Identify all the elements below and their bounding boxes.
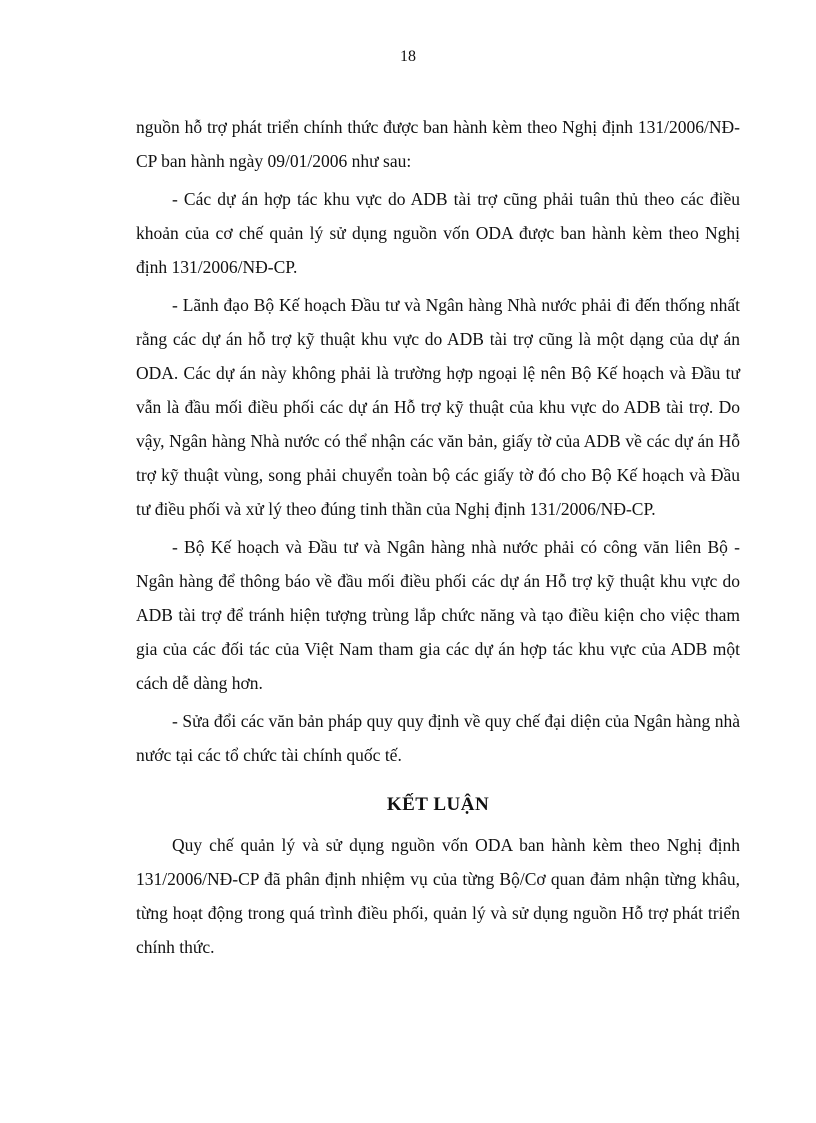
paragraph-coordination: - Lãnh đạo Bộ Kế hoạch Đầu tư và Ngân hàng Nhà nước phải đi đến thống nhất rằng các dự án hỗ trợ kỹ thuật khu vực do ADB tài trợ cũng là một dạng của dự án ODA. Các dự án này không phải là trường hợp ngoại lệ nên Bộ Kế hoạch và Đầu tư vẫn là đầu mối điều phối các dự án Hỗ trợ kỹ thuật của khu vực do ADB tài trợ. Do vậy, Ngân hàng Nhà nước có thể nhận các văn bản, giấy tờ của ADB về các dự án Hỗ trợ kỹ thuật vùng, song phải chuyển toàn bộ các giấy tờ đó cho Bộ Kế hoạch và Đầu tư điều phối và xử lý theo đúng tinh thần của Nghị định 131/2006/NĐ-CP. <box>136 295 740 519</box>
conclusion-heading: KẾT LUẬN <box>386 794 490 815</box>
paragraph-adb-compliance: - Các dự án hợp tác khu vực do ADB tài trợ cũng phải tuân thủ theo các điều khoản của cơ chế quản lý sử dụng nguồn vốn ODA được ban hành kèm theo Nghị định 131/2006/NĐ-CP. <box>136 189 740 277</box>
paragraph-official-letter: - Bộ Kế hoạch và Đầu tư và Ngân hàng nhà nước phải có công văn liên Bộ - Ngân hàng để thông báo về đầu mối điều phối các dự án Hỗ trợ kỹ thuật khu vực do ADB tài trợ để tránh hiện tượng trùng lắp chức năng và tạo điều kiện cho việc tham gia của các đối tác của Việt Nam tham gia các dự án hợp tác khu vực của ADB một cách dễ dàng hơn. <box>136 537 740 693</box>
conclusion-paragraph: Quy chế quản lý và sử dụng nguồn vốn ODA ban hành kèm theo Nghị định 131/2006/NĐ-CP đã phân định nhiệm vụ của từng Bộ/Cơ quan đảm nhận từng khâu, từng hoạt động trong quá trình điều phối, quản lý và sử dụng nguồn Hỗ trợ phát triển chính thức. <box>136 835 740 957</box>
page-content <box>136 110 740 968</box>
paragraph-regulation-amendment: - Sửa đổi các văn bản pháp quy quy định về quy chế đại diện của Ngân hàng nhà nước tại các tổ chức tài chính quốc tế. <box>136 711 740 765</box>
page-number: 18 <box>400 48 416 65</box>
paragraph-continuation: nguồn hỗ trợ phát triển chính thức được ban hành kèm theo Nghị định 131/2006/NĐ-CP ban hành ngày 09/01/2006 như sau: <box>136 117 740 171</box>
